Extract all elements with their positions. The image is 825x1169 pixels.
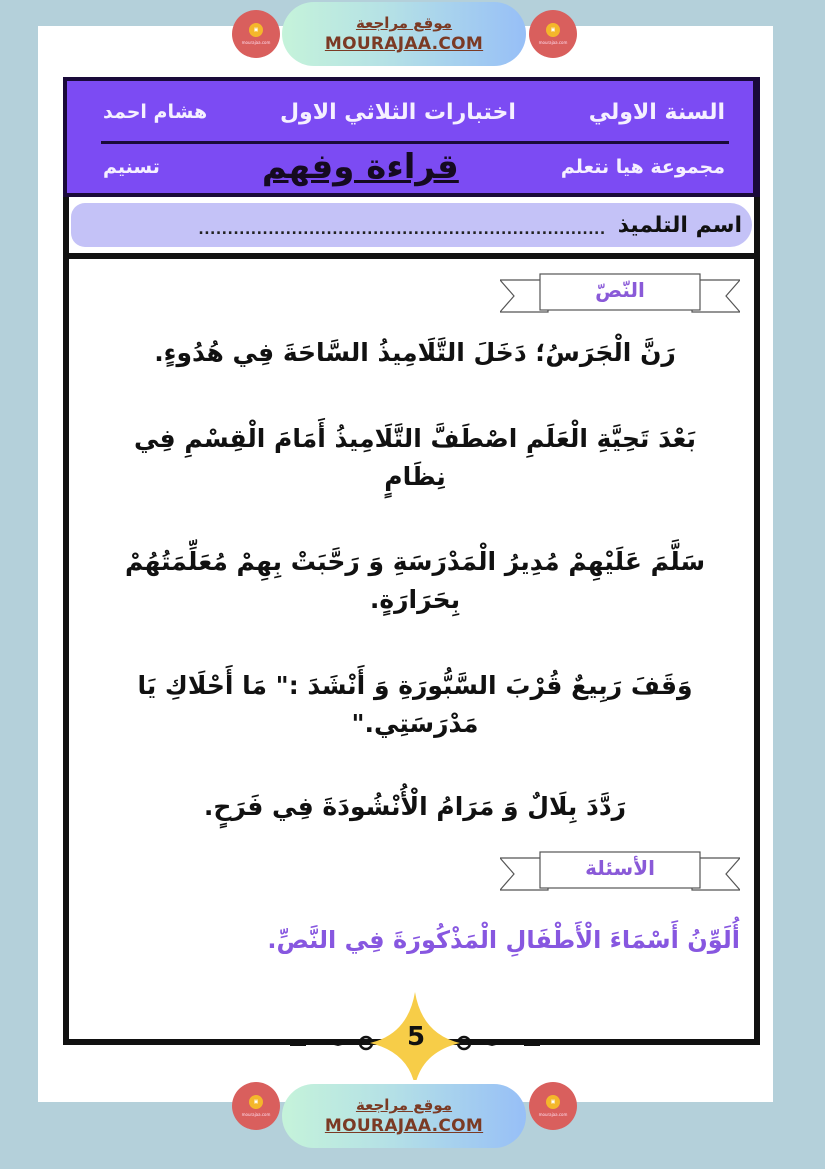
student-name-blank[interactable]: ...................................................................... (198, 222, 606, 238)
passage-line-5: رَدَّدَ بِلَالٌ وَ مَرَامُ الْأُنْشُودَةَ فِي فَرَحٍ. (203, 792, 627, 821)
section-title-text: النّصّ (595, 278, 645, 302)
section-ribbon-text (500, 272, 740, 322)
worksheet-header (63, 77, 760, 197)
page-number-ornament (290, 990, 540, 1080)
watermark-arabic: موقع مراجعة (355, 14, 453, 32)
watermark-logo-left[interactable] (232, 10, 280, 58)
watermark-logo-left-bottom[interactable] (232, 1082, 280, 1130)
student-name-strip (63, 197, 760, 259)
question-1: أُلَوِّنُ أَسْمَاءَ الْأَطْفَالِ الْمَذْكُورَةَ فِي النَّصِّ. (267, 926, 740, 954)
student-name-field[interactable] (71, 203, 752, 247)
watermark-logo-right[interactable] (529, 10, 577, 58)
passage-line-2: بَعْدَ تَحِيَّةِ الْعَلَمِ اصْطَفَّ التَّلَامِيذُ أَمَامَ الْقِسْمِ فِي نِظَامٍ (133, 424, 697, 491)
student-name-label: اسم التلميذ (617, 212, 742, 238)
watermark-english[interactable]: MOURAJAA.COM (324, 1116, 484, 1136)
badge-caption: mourajaa.com (241, 40, 271, 45)
watermark-banner-top[interactable] (282, 2, 526, 66)
book-logo-icon: ▣ (546, 1095, 560, 1109)
badge-caption: mourajaa.com (538, 40, 568, 45)
book-logo-icon: ▣ (546, 23, 560, 37)
book-logo-icon: ▣ (249, 23, 263, 37)
badge-caption: mourajaa.com (241, 1112, 271, 1117)
passage-line-4: وَقَفَ رَبِيعٌ قُرْبَ السَّبُّورَةِ وَ أَنْشَدَ :" مَا أَحْلَاكِ يَا مَدْرَسَتِي." (137, 671, 693, 738)
grade-label: السنة الاولي (588, 99, 725, 125)
badge-caption: mourajaa.com (538, 1112, 568, 1117)
watermark-arabic: موقع مراجعة (355, 1096, 453, 1114)
watermark-banner-bottom[interactable] (282, 1084, 526, 1148)
author-name: هشام احمد (103, 101, 208, 123)
passage-line-3: سَلَّمَ عَلَيْهِمْ مُدِيرُ الْمَدْرَسَةِ وَ رَحَّبَتْ بِهِمْ مُعَلِّمَتُهُمْ بِحَرَارَةٍ. (124, 547, 706, 614)
worksheet-title: قراءة وفهم (261, 147, 459, 187)
section-title-questions: الأسئلة (585, 856, 655, 880)
watermark-english[interactable]: MOURAJAA.COM (324, 34, 484, 54)
group-name: مجموعة هيا نتعلم (560, 156, 725, 178)
page-number: 5 (406, 1022, 426, 1052)
section-ribbon-questions (500, 850, 740, 900)
co-author-name: تسنيم (103, 156, 160, 178)
book-logo-icon: ▣ (249, 1095, 263, 1109)
passage-line-1: رَنَّ الْجَرَسُ؛ دَخَلَ التَّلَامِيذُ السَّاحَةَ فِي هُدُوءٍ. (154, 338, 676, 367)
exam-label: اختبارات الثلاثي الاول (279, 99, 516, 125)
watermark-logo-right-bottom[interactable] (529, 1082, 577, 1130)
